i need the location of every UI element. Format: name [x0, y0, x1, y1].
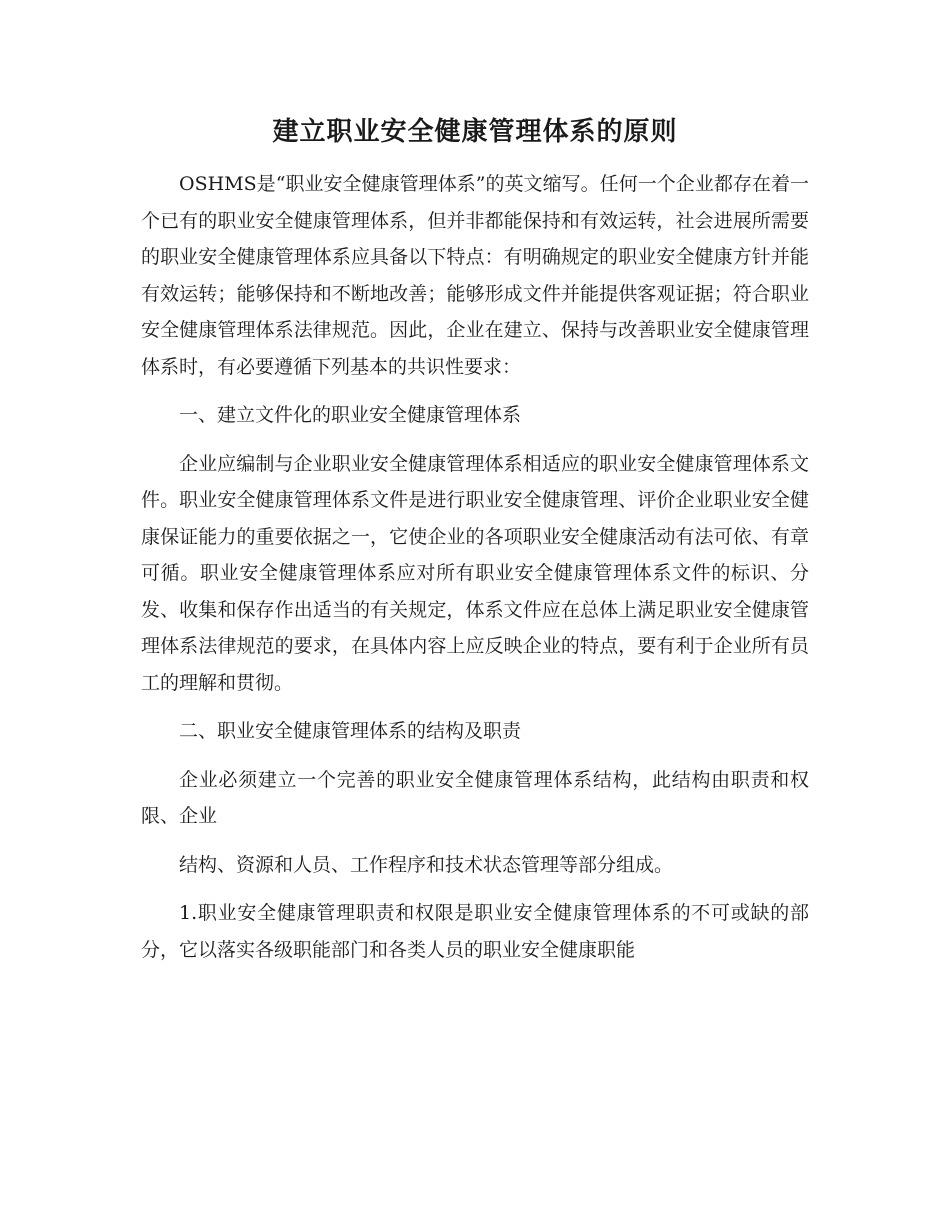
document-title: 建立职业安全健康管理体系的原则	[272, 117, 678, 147]
paragraph-section-2a: 企业必须建立一个完善的职业安全健康管理体系结构，此结构由职责和权限、企业	[141, 768, 809, 827]
paragraph-section-2b: 结构、资源和人员、工作程序和技术状态管理等部分组成。	[179, 853, 674, 876]
paragraph-item-1: 1.职业安全健康管理职责和权限是职业安全健康管理体系的不可或缺的部分，它以落实各级职能部门和各类人员的职业安全健康职能	[141, 902, 809, 961]
paragraph-intro: OSHMS是“职业安全健康管理体系”的英文缩写。任何一个企业都存在着一个已有的职业安全健康管理体系，但并非都能保持和有效运转，社会进展所需要的职业安全健康管理体系应具备以下特点：有明确规定的职业安全健康方针并能有效运转；能够保持和不断地改善；能够形成文件并能提供客观证据；符合职业安全健康管理体系法律规范。因此，企业在建立、保持与改善职业安全健康管理体系时，有必要遵循下列基本的共识性要求：	[141, 173, 809, 378]
paragraph-section-1: 企业应编制与企业职业安全健康管理体系相适应的职业安全健康管理体系文件。职业安全健康管理体系文件是进行职业安全健康管理、评价企业职业安全健康保证能力的重要依据之一，它使企业的各项职业安全健康活动有法可依、有章可循。职业安全健康管理体系应对所有职业安全健康管理体系文件的标识、分发、收集和保存作出适当的有关规定，体系文件应在总体上满足职业安全健康管理体系法律规范的要求，在具体内容上应反映企业的特点，要有利于企业所有员工的理解和贯彻。	[141, 452, 809, 694]
section-heading-2: 二、职业安全健康管理体系的结构及职责	[179, 720, 522, 742]
document-body	[141, 112, 809, 980]
section-heading-1: 一、建立文件化的职业安全健康管理体系	[179, 404, 522, 426]
